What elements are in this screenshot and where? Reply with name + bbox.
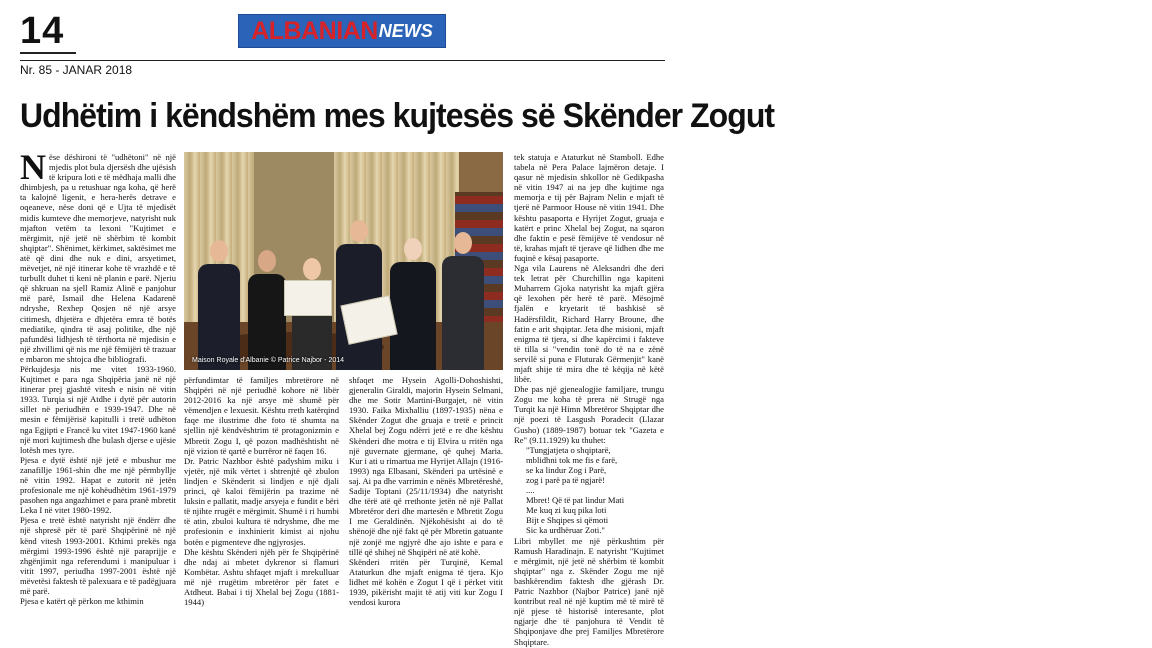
column-2a (184, 375, 339, 607)
paragraph: Dhe kështu Skënderi njëh për fe Shqipërinë dhe ndaj ai mbetet dykrenor si flamuri Kombëtar. Ashtu shfaqet mjaft i mrekulluar më një rrugëtim mbretëror për fatet e Atdheut. Babai i tij Xhelal bej Zogu (1881-1944) (184, 546, 339, 608)
paragraph: Libri mbyllet me një përkushtim për Ramush Haradinajn. E natyrisht "Kujtimet e mërgimit, një jetë në shërbim të kombit shqiptar" nga z. Skënder Zogu me një bashkërendim faktesh dhe gjërash Dr. Patric Nazhbor (Najbor Patrice) janë një kontribut real në një kuptim më të mirë të një pjese të historisë interesante, plot ngjarje dhe të panjohura të Vendit të Shqiponjave dhe prej Familjes Mbretërore Shqiptare. (514, 535, 664, 647)
poem-line: Mbret! Që të pat lindur Mati (526, 495, 625, 506)
drop-cap: N (20, 147, 46, 187)
paragraph: Dhe pas një gjenealogjie familjare, trungu Zogu me koha të prera në Strugë nga Turqit ka një Himn Mbretëror Shqiptar dhe një poezi të Lasgush Poradecit (Llazar Gusho) (1889-1987) botuar tek "Gazeta e Re" (9.11.1929) ku thuhet: (514, 384, 664, 445)
paragraph: Skënderi rritën për Turqinë, Kemal Ataturkun dhe mjaft enigma të tjera. Kjo lidhet më kohën e Zogut I që i përket vitit 1939, pikërisht majit të atij viti kur Zogu I vendosi kurora (349, 556, 503, 608)
page-number: 14 (20, 10, 65, 52)
poem-line: zog i parë pa të ngjarë! (526, 475, 605, 485)
paragraph: Pjesa e tretë është natyrisht një ëndërr dhe një shpresë për të parë Shqipërinë në një kënd vitesh 1993-2001. Kthimi prekës nga mërgimi 1993-1996 është një paraprijje e zhgënjimit nga referendumi i manipuluar i vitit 1997, periudha 1997-2001 është një mëvetësi faktesh të palexuara e të padëgjuara më parë. (20, 515, 176, 597)
paragraph: përfundimtar të familjes mbretërore në Shqipëri në një periudhë kohore në libër 2012-2016 ka një arsye më shumë për vëmendjen e lexuesit. Kështu rreth katërqind faqe me ilustrime dhe foto të shumta na sjellin një këndvështrim të protagonizmin e Mbretit Zogu I, që pozon madhështisht në një vizion të qartë e burrëror në faqen 16. (184, 375, 339, 456)
person-4 (336, 220, 382, 370)
poem-line: .... (526, 485, 535, 496)
headline: Udhëtim i këndshëm mes kujtesës së Skënder Zogut (20, 97, 775, 135)
poem-line: "Tungjatjeta o shqiptarë, (526, 444, 611, 455)
logo-news: NEWS (378, 21, 433, 41)
paragraph: Nëse dëshironi të "udhëtoni" në një mjedis plot bula djersësh dhe ujësish të kripura loti e të mëdhaja malli dhe dhimbjesh, pa u retushuar nga koha, që herë ta kalojnë ligenit, e hera-herës detrave e oqeaneve, nëse doni që e Ujta të mjedisët midis kumteve dhe memorjeve, natyrisht nuk mjafton vetëm ta lexoni "Kujtimet e mërgimit, një jetë në shërbim të kombit shqiptar". Shënimet, kërkimet, saktësimet me atë që dini dhe nuk e dini, arsyetimet, mëvetjet, në një itinerar kohe të vrazhdë e të turbullt duhet ti keni në planin e parë. Njeriu që shkruan na sjell Ramiz Alinë e panjohur më parë, Ismail dhe Helena Kadarenë ndryshe, Rexhep Qosjen në një arsye citimesh, dhjetëra e dhjetëra emra të botës mediatike, qindra të asaj politike, dhe një pafundësi lidhjesh të tërthorta në mjedisin e një zhvillimi që nis me një fëmijëri të trazuar e mbaron me shtojca dhe bibliografi. (20, 147, 177, 364)
logo-albanian: ALBANIAN (251, 16, 378, 45)
person-5 (390, 238, 436, 370)
paragraph: Pjesa e dytë është një jetë e mbushur me zanafillje 1961-shin dhe me një përmbyllje në vitin 1992. Hapat e zutorit në jetën profesionale me një kohëudhëtim 1961-1979 pasohen nga angazhimet e para pranë mbretit Leka I në vitet 1980-1992. (20, 454, 176, 516)
header-rule (20, 60, 665, 61)
photo-caption: Maison Royale d'Albanie © Patrice Najbor - 2014 (192, 356, 345, 364)
article-column-3 (514, 152, 664, 647)
paragraph: Pjesa e katërt që përkon me kthimin (20, 596, 144, 607)
column-2b (349, 375, 503, 607)
person-2 (248, 250, 286, 370)
column-2-text (184, 375, 503, 607)
royal-family-photo (184, 152, 503, 370)
poem-line: mblidhni tok me fis e farë, (526, 454, 618, 465)
person-6 (442, 232, 484, 370)
poem-line: Bijt e Shqipes si qëmoti (526, 515, 609, 526)
article-column-2 (184, 152, 503, 640)
albanian-news-logo (238, 14, 446, 48)
paragraph: Përkujdesja nis me vitet 1933-1960. Kujtimet e para nga Shqipëria janë në një itinerar prej gjashtë vitesh e nisin në vitin 1933. Turqia si një Atdhe i dytë për autorin sillet në periudhën e 1939-1947. Dhe në mesin e fëmijërisë kapitulli i tretë udhëton nga Egjipti e Francë ku vitet 1947-1960 kanë një mori kujtimesh dhe bulash djerse e ujësie lotësh mes tyre. (20, 363, 176, 455)
issue-line: Nr. 85 - JANAR 2018 (20, 63, 133, 77)
paragraph: tek statuja e Ataturkut në Stamboll. Edhe tabela në Pera Palace lajmëron detaje. I qasur në mjedisin shkollor në Gedikpasha në vitin 1947 ai na jep dhe kujtime nga memorja e tij për Bajram Nelin e mjaft të tjerë në Parmoor House në vitin 1941. Dhe kështu pasaporta e Hyrijet Zogut, gruaja e katërt e princ Xhelal bej Zogut, na sqaron dhe faktin e pesë fëmijëve të vendosur në të, krahas mjaft të tjerave që lidhen dhe me fuqinë e kësaj pasaporte. (514, 152, 664, 263)
paragraph: shfaqet me Hysein Agolli-Dohoshishti, gjeneralin Giraldi, majorin Hysein Selmani, dhe me Sotir Martini-Burgajet, në vitin 1930. Faika Mixhalliu (1897-1935) nëna e Skënder Zogut dhe gruaja e tretë e princit Xhelal bej Zogu ndërri jetë e re dhe kështu Skënderi dhe motra e tij Elvira u rritën nga një guvernate gjermane, që quhej Maria. Kur i ati u rimartua me Hyrijet Allajn (1916-1993) nga Elbasani, Skënderi pa urtësinë e saj. Ai pa dhe varrimin e nënës Mbretëreshë, Sadije Toptani (25/11/1934) dhe natyrisht dhe tërë atë që rrethonte jetën në një Pallat Mbretëror deri dhe martesën e Mbretit Zogu I me Geraldinën. Njëkohësisht ai do të shënojë dhe një fakt që për Mbretin gatuante një zonjë me ngjyrë dhe ajo ishte e para e tillë që shihej në Shqipëri në atë kohë. (349, 375, 503, 557)
paragraph: Nga vila Laurens në Aleksandri dhe deri tek letrat për Churchillin nga kapiteni Muharrem Gjoka natyrisht ka mjaft gjëra që lexohen për herë të parë. Mësojmë fjalën e kryetarit të bashkisë së Hadërsfildit, Richard Harry Broune, dhe fatin e arit shqiptar. Jeta dhe misioni, mjaft enigma të tjera, si dhe kapërcimi i fakteve të tilla si "vendin tonë do të na e zënë servilë si puna e Fluturak Gërmenjit" kanë mjaft shije të mira dhe të këqija në këtë libër. (514, 263, 664, 385)
poem-line: se ka lindur Zog i Parë, (526, 464, 607, 475)
page-number-underline (20, 52, 76, 54)
person-1 (198, 240, 240, 370)
poem (514, 445, 664, 536)
poem-line: Me kuq zi kuq pika loti (526, 505, 607, 516)
poem-line: Sic ka urdhëruar Zoti." (526, 525, 605, 536)
certificate-left (284, 280, 332, 316)
article-column-1 (20, 147, 177, 640)
paragraph: Dr. Patric Nazhbor është padyshim miku i vjetër, një mik vërtet i shtrenjtë që zbulon lindjen e Skënderit si lindjen e një djali princi, që kaloi fëmijërin pa trazime në luksin e pallatit, madje arsyeja e fundit e bëri të njihte rrugët e mërgimit. Shumë i ri humbi të atin, zbuloi kultura të ndryshme, dhe me profesionin e inxhinierit kimist ai njohu botën e pigmenteve dhe ngjyrosjes. (184, 455, 339, 547)
